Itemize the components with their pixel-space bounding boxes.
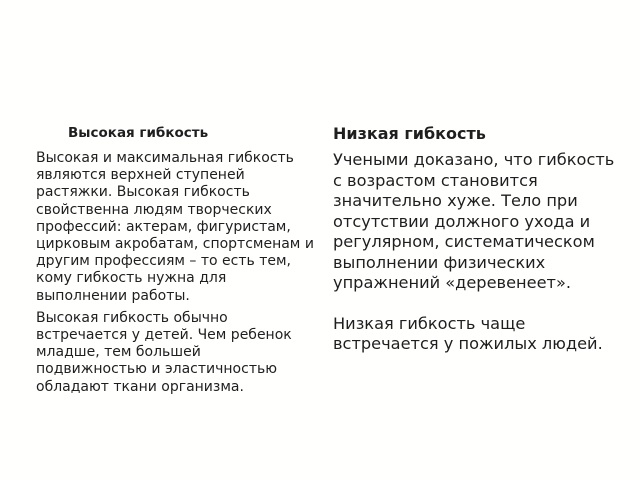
low-flexibility-paragraph-1: Учеными доказано, что гибкость с возрастом становится значительно хуже. Тело при отсутствии должного ухода и регулярном, систематическом выполнении физических упражнений «деревенеет». [333,150,615,292]
low-flexibility-paragraph-2: Низкая гибкость чаще встречается у пожилых людей. [333,313,603,353]
low-flexibility-heading: Низкая гибкость [333,124,486,143]
high-flexibility-column [36,124,316,401]
high-flexibility-paragraph-1: Высокая и максимальная гибкость являются верхней ступеней растяжки. Высокая гибкость свойственна людям творческих профессий: актерам, фигуристам, цирковым акробатам, спортсменам и другим профессиям – то есть тем, кому гибкость нужна для выполнении работы. [36,150,314,304]
high-flexibility-heading: Высокая гибкость [68,125,209,141]
low-flexibility-column [333,124,618,375]
high-flexibility-paragraph-2: Высокая гибкость обычно встречается у детей. Чем ребенок младше, тем большей подвижностью и эластичностью обладают ткани организма. [36,309,292,395]
